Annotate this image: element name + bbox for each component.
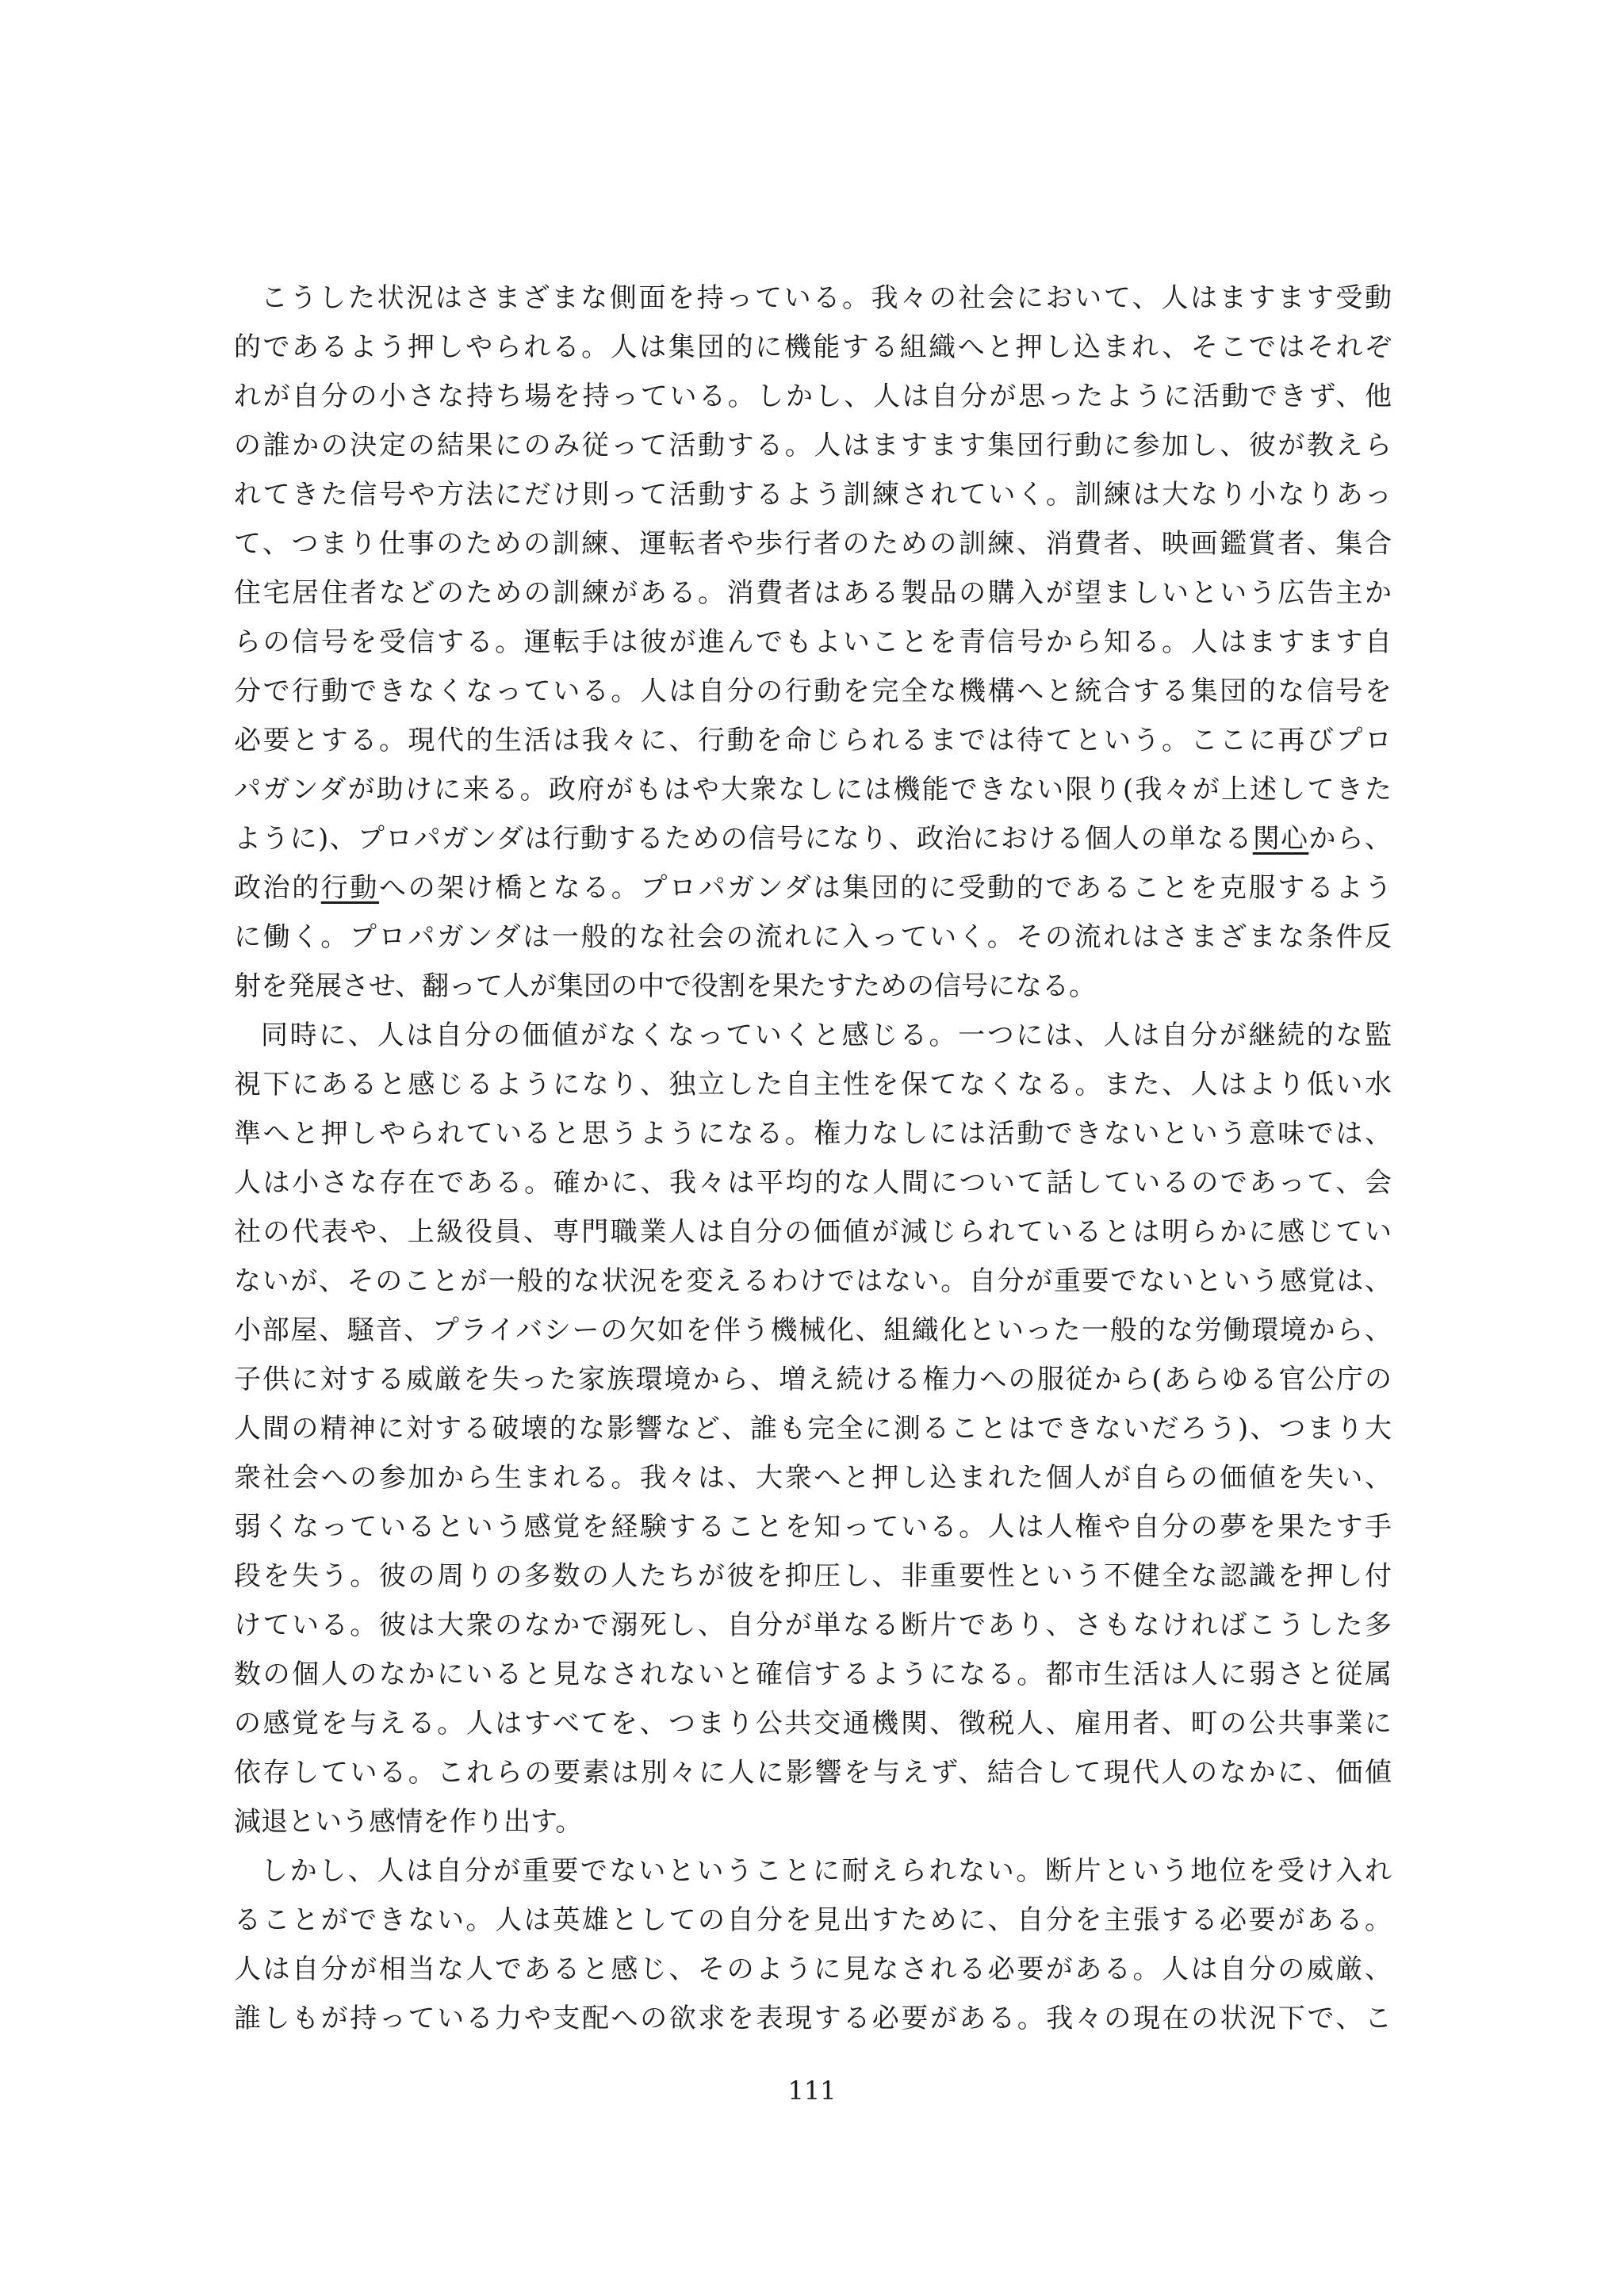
text-segment: ように)、プロパガンダは行動するための信号になり、政治における個人の単なる [234,823,1253,855]
text-line: 人は小さな存在である。確かに、我々は平均的な人間について話しているのであって、会 [234,1167,1392,1199]
text-line: 減退という感情を作り出す。 [234,1806,583,1838]
text-line: 弱くなっているという感覚を経験することを知っている。人は人権や自分の夢を果たす手 [234,1511,1392,1543]
text-segment: から、 [1308,823,1392,855]
text-line: て、つまり仕事のための訓練、運転者や歩行者のための訓練、消費者、映画鑑賞者、集合 [234,528,1392,560]
text-line: 分で行動できなくなっている。人は自分の行動を完全な機構へと統合する集団的な信号を [234,675,1392,707]
text-line: 段を失う。彼の周りの多数の人たちが彼を抑圧し、非重要性という不健全な認識を押し付 [234,1560,1392,1592]
text-line: 小部屋、騒音、プライバシーの欠如を伴う機械化、組織化といった一般的な労働環境から、 [234,1314,1392,1346]
text-line: 人は自分が相当な人であると感じ、そのように見なされる必要がある。人は自分の威厳、 [234,1954,1392,1985]
text-line: の感覚を与える。人はすべてを、つまり公共交通機関、徴税人、雇用者、町の公共事業に [234,1708,1392,1739]
text-line: 社の代表や、上級役員、専門職業人は自分の価値が減じられているとは明らかに感じてい [234,1216,1392,1248]
text-segment: 政治的 [234,872,321,904]
text-line [234,863,1392,913]
text-line: しかし、人は自分が重要でないということに耐えられない。断片という地位を受け入れ [261,1855,1392,1887]
text-line: 誰しもが持っている力や支配への欲求を表現する必要がある。我々の現在の状況下で、こ [234,2003,1392,2034]
text-line: の誰かの決定の結果にのみ従って活動する。人はますます集団行動に参加し、彼が教えら [234,430,1392,461]
text-line: 依存している。これらの要素は別々に人に影響を与えず、結合して現代人のなかに、価値 [234,1757,1392,1789]
text-line: ないが、そのことが一般的な状況を変えるわけではない。自分が重要でないという感覚は、 [234,1265,1392,1297]
text-line: れてきた信号や方法にだけ則って活動するよう訓練されていく。訓練は大なり小なりあっ [234,479,1392,511]
text-line: パガンダが助けに来る。政府がもはや大衆なしには機能できない限り(我々が上述してきた [234,774,1392,806]
text-line: 子供に対する威厳を失った家族環境から、増え続ける権力への服従から(あらゆる官公庁の [234,1364,1392,1395]
text-segment: への架け橋となる。プロパガンダは集団的に受動的であることを克服するよう [379,872,1392,904]
text-line: 数の個人のなかにいると見なされないと確信するようになる。都市生活は人に弱さと従属 [234,1659,1392,1690]
text-line: 衆社会への参加から生まれる。我々は、大衆へと押し込まれた個人が自らの価値を失い、 [234,1462,1392,1494]
text-line: らの信号を受信する。運転手は彼が進んでもよいことを青信号から知る。人はますます自 [234,626,1392,658]
text-line: 準へと押しやられていると思うようになる。権力なしには活動できないという意味では、 [234,1118,1392,1150]
text-line: れが自分の小さな持ち場を持っている。しかし、人は自分が思ったように活動できず、他 [234,381,1392,412]
text-line [234,814,1392,863]
text-line: けている。彼は大衆のなかで溺死し、自分が単なる断片であり、さもなければこうした多 [234,1609,1392,1641]
underlined-term-interest: 関心 [1252,823,1309,855]
body-text [234,274,1392,2043]
text-line: 人間の精神に対する破壊的な影響など、誰も完全に測ることはできないだろう)、つまり大 [234,1413,1392,1445]
page-number: 111 [787,2076,837,2106]
text-line: こうした状況はさまざまな側面を持っている。我々の社会において、人はますます受動 [261,282,1392,314]
underlined-term-action: 行動 [320,872,379,904]
text-line: に働く。プロパガンダは一般的な社会の流れに入っていく。その流れはさまざまな条件反 [234,921,1392,953]
text-line: 必要とする。現代的生活は我々に、行動を命じられるまでは待てという。ここに再びプロ [234,725,1392,756]
text-line: 的であるよう押しやられる。人は集団的に機能する組織へと押し込まれ、そこではそれぞ [234,331,1392,363]
text-line: ることができない。人は英雄としての自分を見出すために、自分を主張する必要がある。 [234,1904,1392,1936]
text-line: 同時に、人は自分の価値がなくなっていくと感じる。一つには、人は自分が継続的な監 [261,1020,1392,1051]
text-line: 住宅居住者などのための訓練がある。消費者はある製品の購入が望ましいという広告主か [234,577,1392,609]
text-line: 視下にあると感じるようになり、独立した自主性を保てなくなる。また、人はより低い水 [234,1069,1392,1100]
text-line: 射を発展させ、翻って人が集団の中で役割を果たすための信号になる。 [234,970,1096,1002]
